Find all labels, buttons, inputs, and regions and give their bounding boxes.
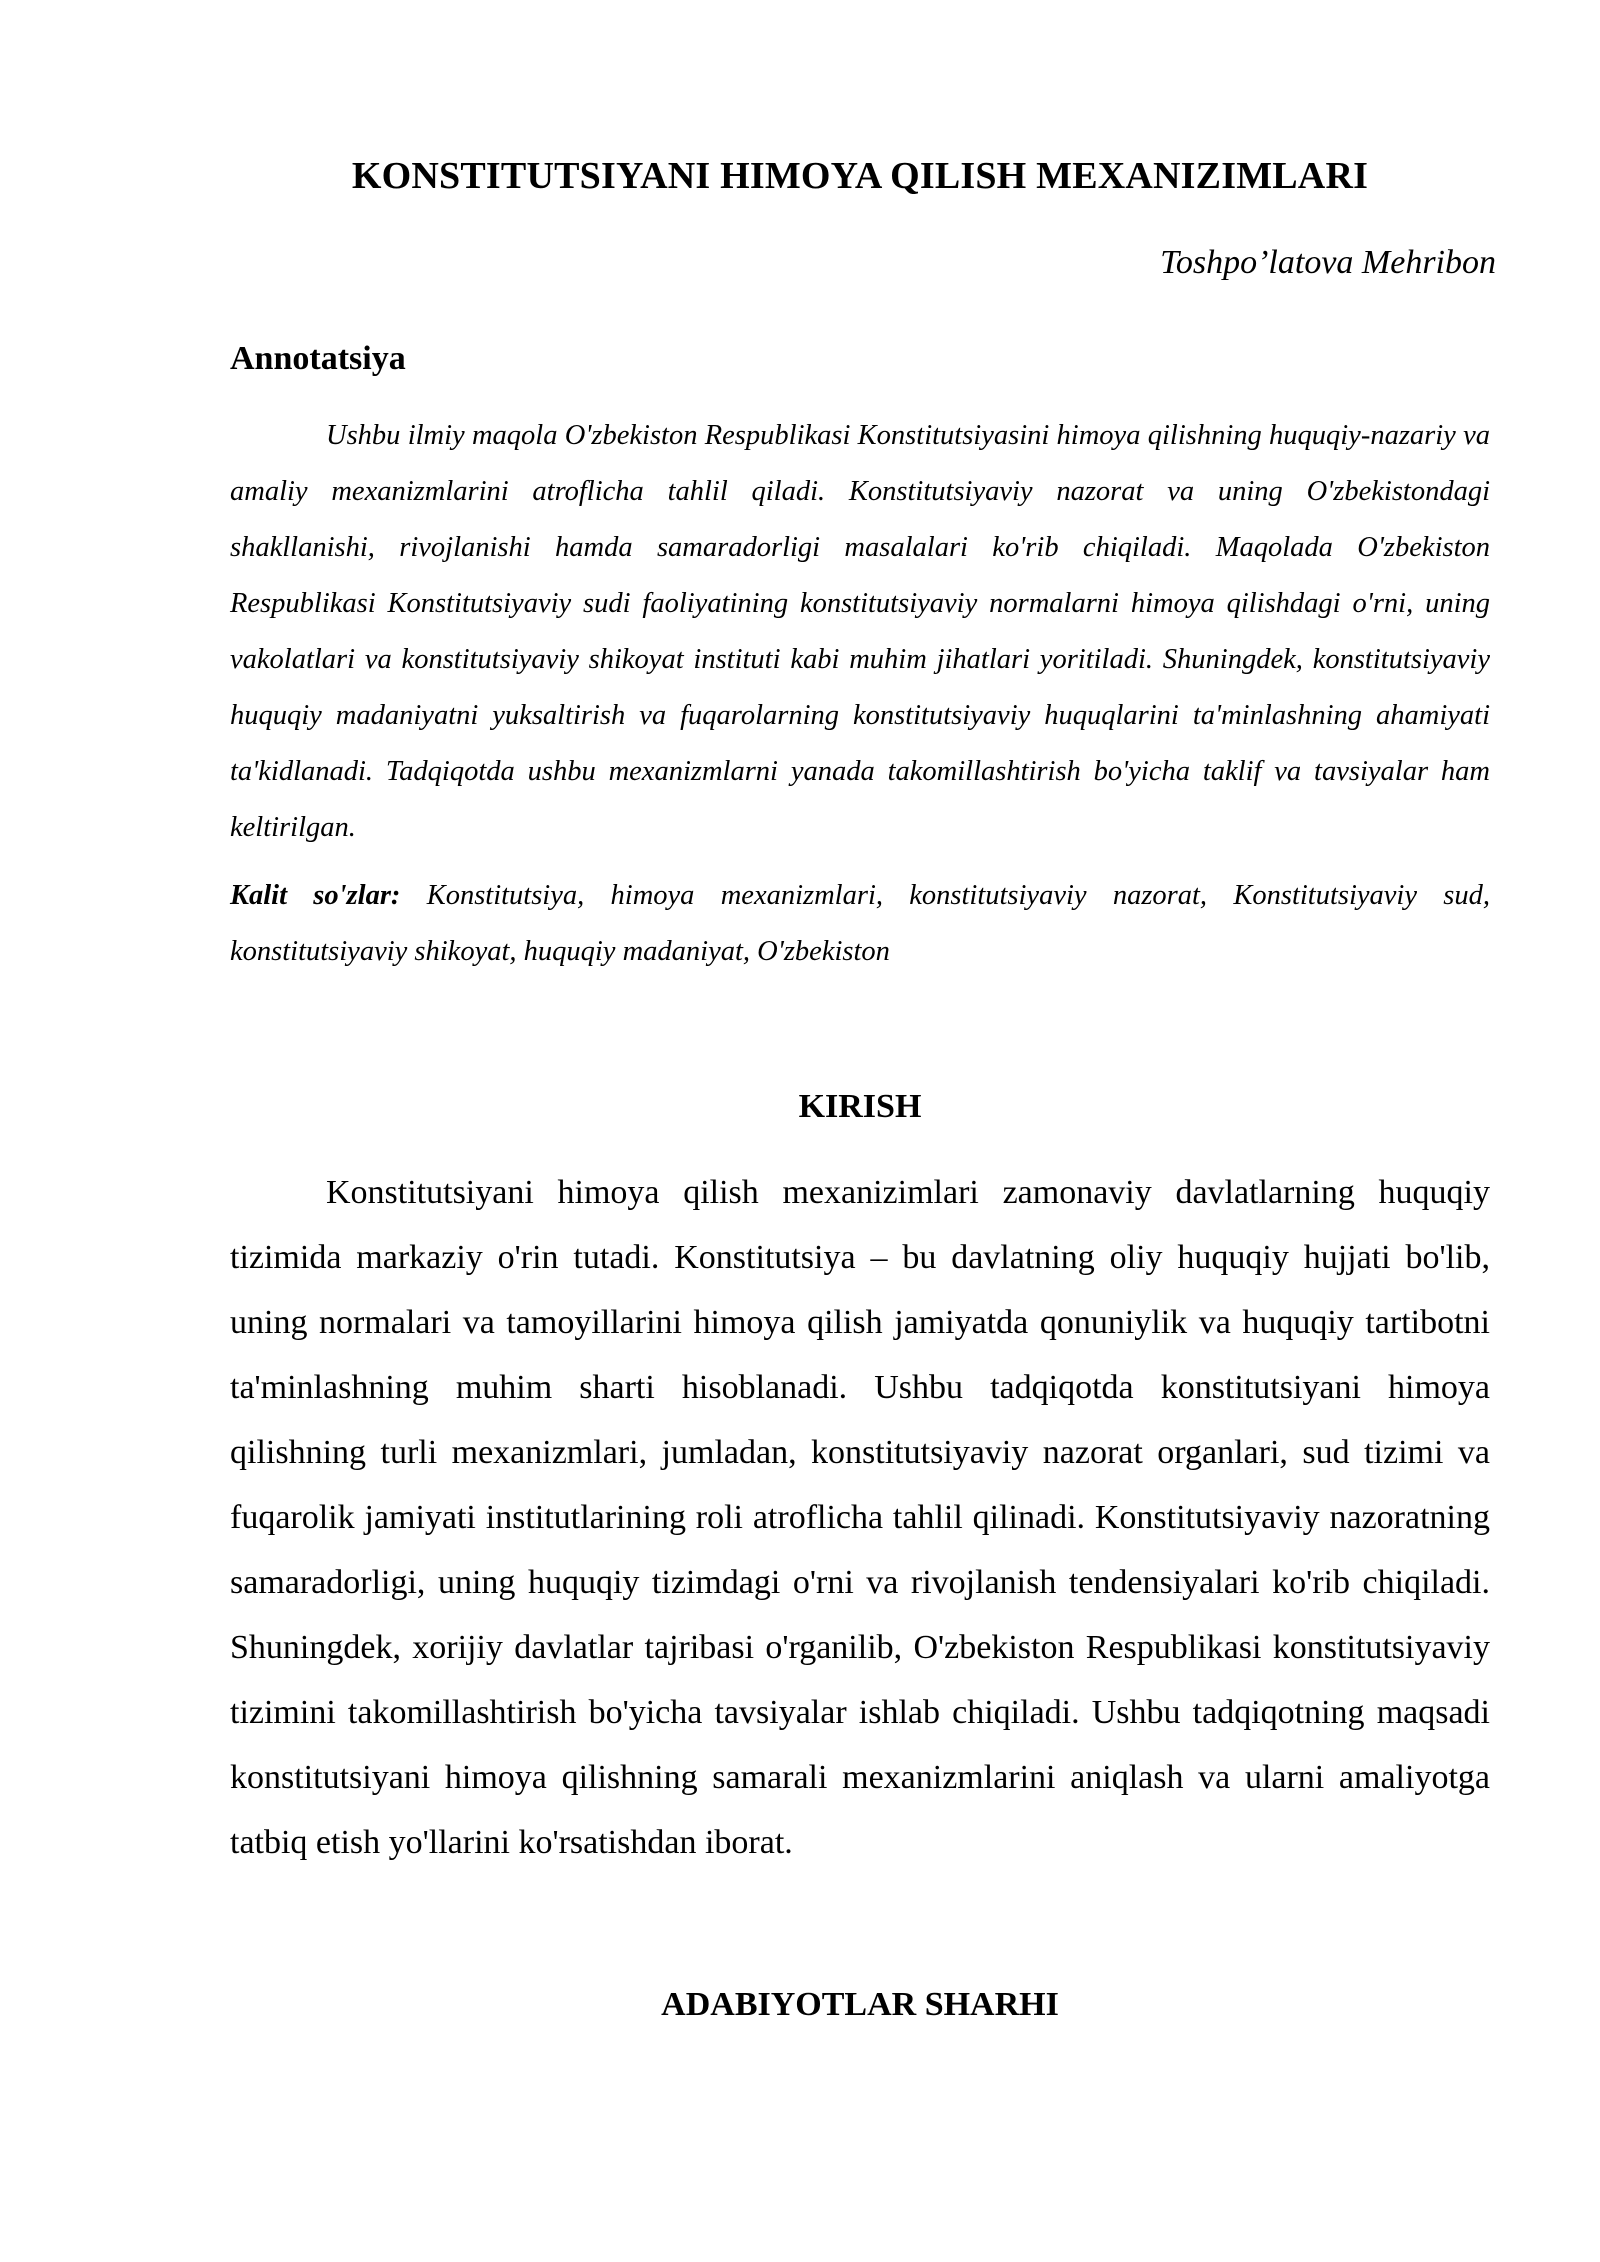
intro-heading: KIRISH (798, 1088, 922, 1125)
paper-title: KONSTITUTSIYANI HIMOYA QILISH MEXANIZIMLARI (351, 155, 1369, 197)
intro-text: Konstitutsiyani himoya qilish mexanizimlari zamonaviy davlatlarning huquqiy tizimida markaziy o'rin tutadi. Konstitutsiya – bu davlatning oliy huquqiy hujjati bo'lib, uning normalari va tamoyillarini himoya qilish jamiyatda qonuniylik va huquqiy tartibotni ta'minlashning muhim sharti hisoblanadi. Ushbu tadqiqotda konstitutsiyani himoya qilishning turli mexanizmlari, jumladan, konstitutsiyaviy nazorat organlari, sud tizimi va fuqarolik jamiyati institutlarining roli atroflicha tahlil qilinadi. Konstitutsiyaviy nazoratning samaradorligi, uning huquqiy tizimdagi o'rni va rivojlanish tendensiyalari ko'rib chiqiladi. Shuningdek, xorijiy davlatlar tajribasi o'rganilib, O'zbekiston Respublikasi konstitutsiyaviy tizimini takomillashtirish bo'yicha tavsiyalar ishlab chiqiladi. Ushbu tadqiqotning maqsadi konstitutsiyani himoya qilishning samarali mexanizmlarini aniqlash va ularni amaliyotga tatbiq etish yo'llarini ko'rsatishdan iborat. (230, 1174, 1490, 1861)
annotation-heading: Annotatsiya (230, 340, 406, 377)
author-name: Toshpo’latova Mehribon (1160, 244, 1496, 281)
keywords-label: Kalit so'zlar: (230, 880, 401, 911)
annotation-text: Ushbu ilmiy maqola O'zbekiston Respublikasi Konstitutsiyasini himoya qilishning huquqiy-nazariy va amaliy mexanizmlarini atroflicha tahlil qiladi. Konstitutsiyaviy nazorat va uning O'zbekistondagi shakllanishi, rivojlanishi hamda samaradorligi masalalari ko'rib chiqiladi. Maqolada O'zbekiston Respublikasi Konstitutsiyaviy sudi faoliyatining konstitutsiyaviy normalarni himoya qilishdagi o'rni, uning vakolatlari va konstitutsiyaviy shikoyat instituti kabi muhim jihatlari yoritiladi. Shuningdek, konstitutsiyaviy huquqiy madaniyatni yuksaltirish va fuqarolarning konstitutsiyaviy huquqlarini ta'minlashning ahamiyati ta'kidlanadi. Tadqiqotda ushbu mexanizmlarni yanada takomillashtirish bo'yicha taklif va tavsiyalar ham keltirilgan. (230, 420, 1490, 843)
keywords-text: Konstitutsiya, himoya mexanizmlari, konstitutsiyaviy nazorat, Konstitutsiyaviy sud, konstitutsiyaviy shikoyat, huquqiy madaniyat, O'zbekiston (230, 880, 1490, 967)
keywords-paragraph (230, 868, 1490, 980)
literature-heading: ADABIYOTLAR SHARHI (661, 1986, 1059, 2023)
